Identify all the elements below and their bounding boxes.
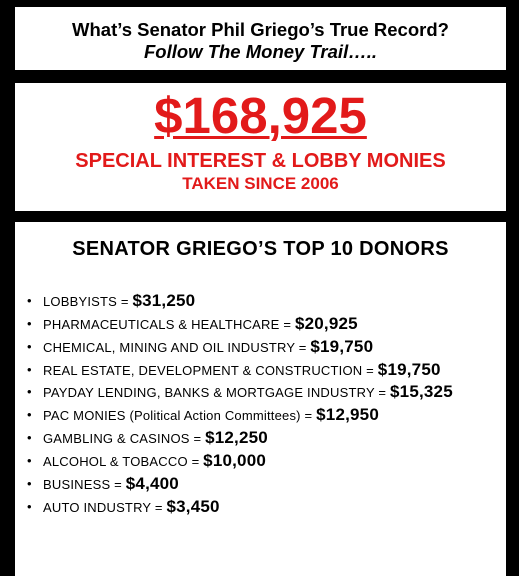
list-item bbox=[27, 473, 499, 496]
bullet-icon: • bbox=[27, 339, 32, 354]
bullet-icon: • bbox=[27, 499, 32, 514]
donor-label: BUSINESS = bbox=[43, 477, 126, 492]
donor-amount: $19,750 bbox=[310, 337, 374, 356]
donor-amount: $4,400 bbox=[125, 474, 179, 493]
headline: What’s Senator Phil Griego’s True Record? bbox=[72, 19, 449, 40]
donor-label: REAL ESTATE, DEVELOPMENT & CONSTRUCTION = bbox=[43, 363, 378, 378]
donor-amount: $12,250 bbox=[205, 428, 268, 447]
total-caption-line2: TAKEN SINCE 2006 bbox=[182, 174, 339, 193]
total-amount: $168,925 bbox=[154, 87, 367, 144]
list-item bbox=[27, 313, 499, 336]
donor-label: PAC MONIES (Political Action Committees) = bbox=[43, 408, 317, 423]
donor-label: LOBBYISTS = bbox=[43, 294, 133, 309]
list-item bbox=[27, 427, 499, 450]
list-item bbox=[27, 450, 499, 473]
total-money-panel bbox=[15, 83, 506, 211]
list-item bbox=[27, 382, 499, 402]
donor-label: AUTO INDUSTRY = bbox=[43, 500, 167, 515]
donor-label: CHEMICAL, MINING AND OIL INDUSTRY = bbox=[43, 340, 311, 355]
bullet-icon: • bbox=[27, 293, 32, 308]
donor-amount: $15,325 bbox=[390, 382, 453, 401]
donor-amount: $19,750 bbox=[377, 360, 441, 379]
bullet-icon: • bbox=[27, 430, 32, 445]
donor-amount: $31,250 bbox=[132, 291, 196, 310]
bullet-icon: • bbox=[27, 362, 32, 377]
bullet-icon: • bbox=[27, 316, 32, 331]
total-caption-line1: SPECIAL INTEREST & LOBBY MONIES bbox=[75, 150, 446, 172]
donor-label: PHARMACEUTICALS & HEALTHCARE = bbox=[43, 317, 295, 332]
donor-label: GAMBLING & CASINOS = bbox=[43, 431, 206, 446]
subheadline: Follow The Money Trail….. bbox=[144, 41, 377, 62]
header-panel bbox=[15, 7, 506, 70]
list-item bbox=[27, 404, 499, 427]
list-item bbox=[27, 336, 499, 359]
donor-amount: $3,450 bbox=[166, 497, 220, 516]
bullet-icon: • bbox=[27, 384, 32, 399]
bullet-icon: • bbox=[27, 407, 32, 422]
list-item bbox=[27, 496, 499, 519]
donor-label: ALCOHOL & TOBACCO = bbox=[43, 454, 204, 469]
list-item bbox=[27, 290, 499, 313]
donor-label: PAYDAY LENDING, BANKS & MORTGAGE INDUSTRY = bbox=[43, 385, 391, 400]
donor-amount: $10,000 bbox=[203, 451, 267, 470]
donors-heading: SENATOR GRIEGO’S TOP 10 DONORS bbox=[72, 238, 449, 260]
donors-panel bbox=[15, 222, 506, 576]
list-item bbox=[27, 359, 499, 382]
bullet-icon: • bbox=[27, 453, 32, 468]
donor-amount: $20,925 bbox=[294, 314, 358, 333]
donor-amount: $12,950 bbox=[316, 405, 379, 424]
donor-list bbox=[27, 290, 499, 519]
bullet-icon: • bbox=[27, 476, 32, 491]
